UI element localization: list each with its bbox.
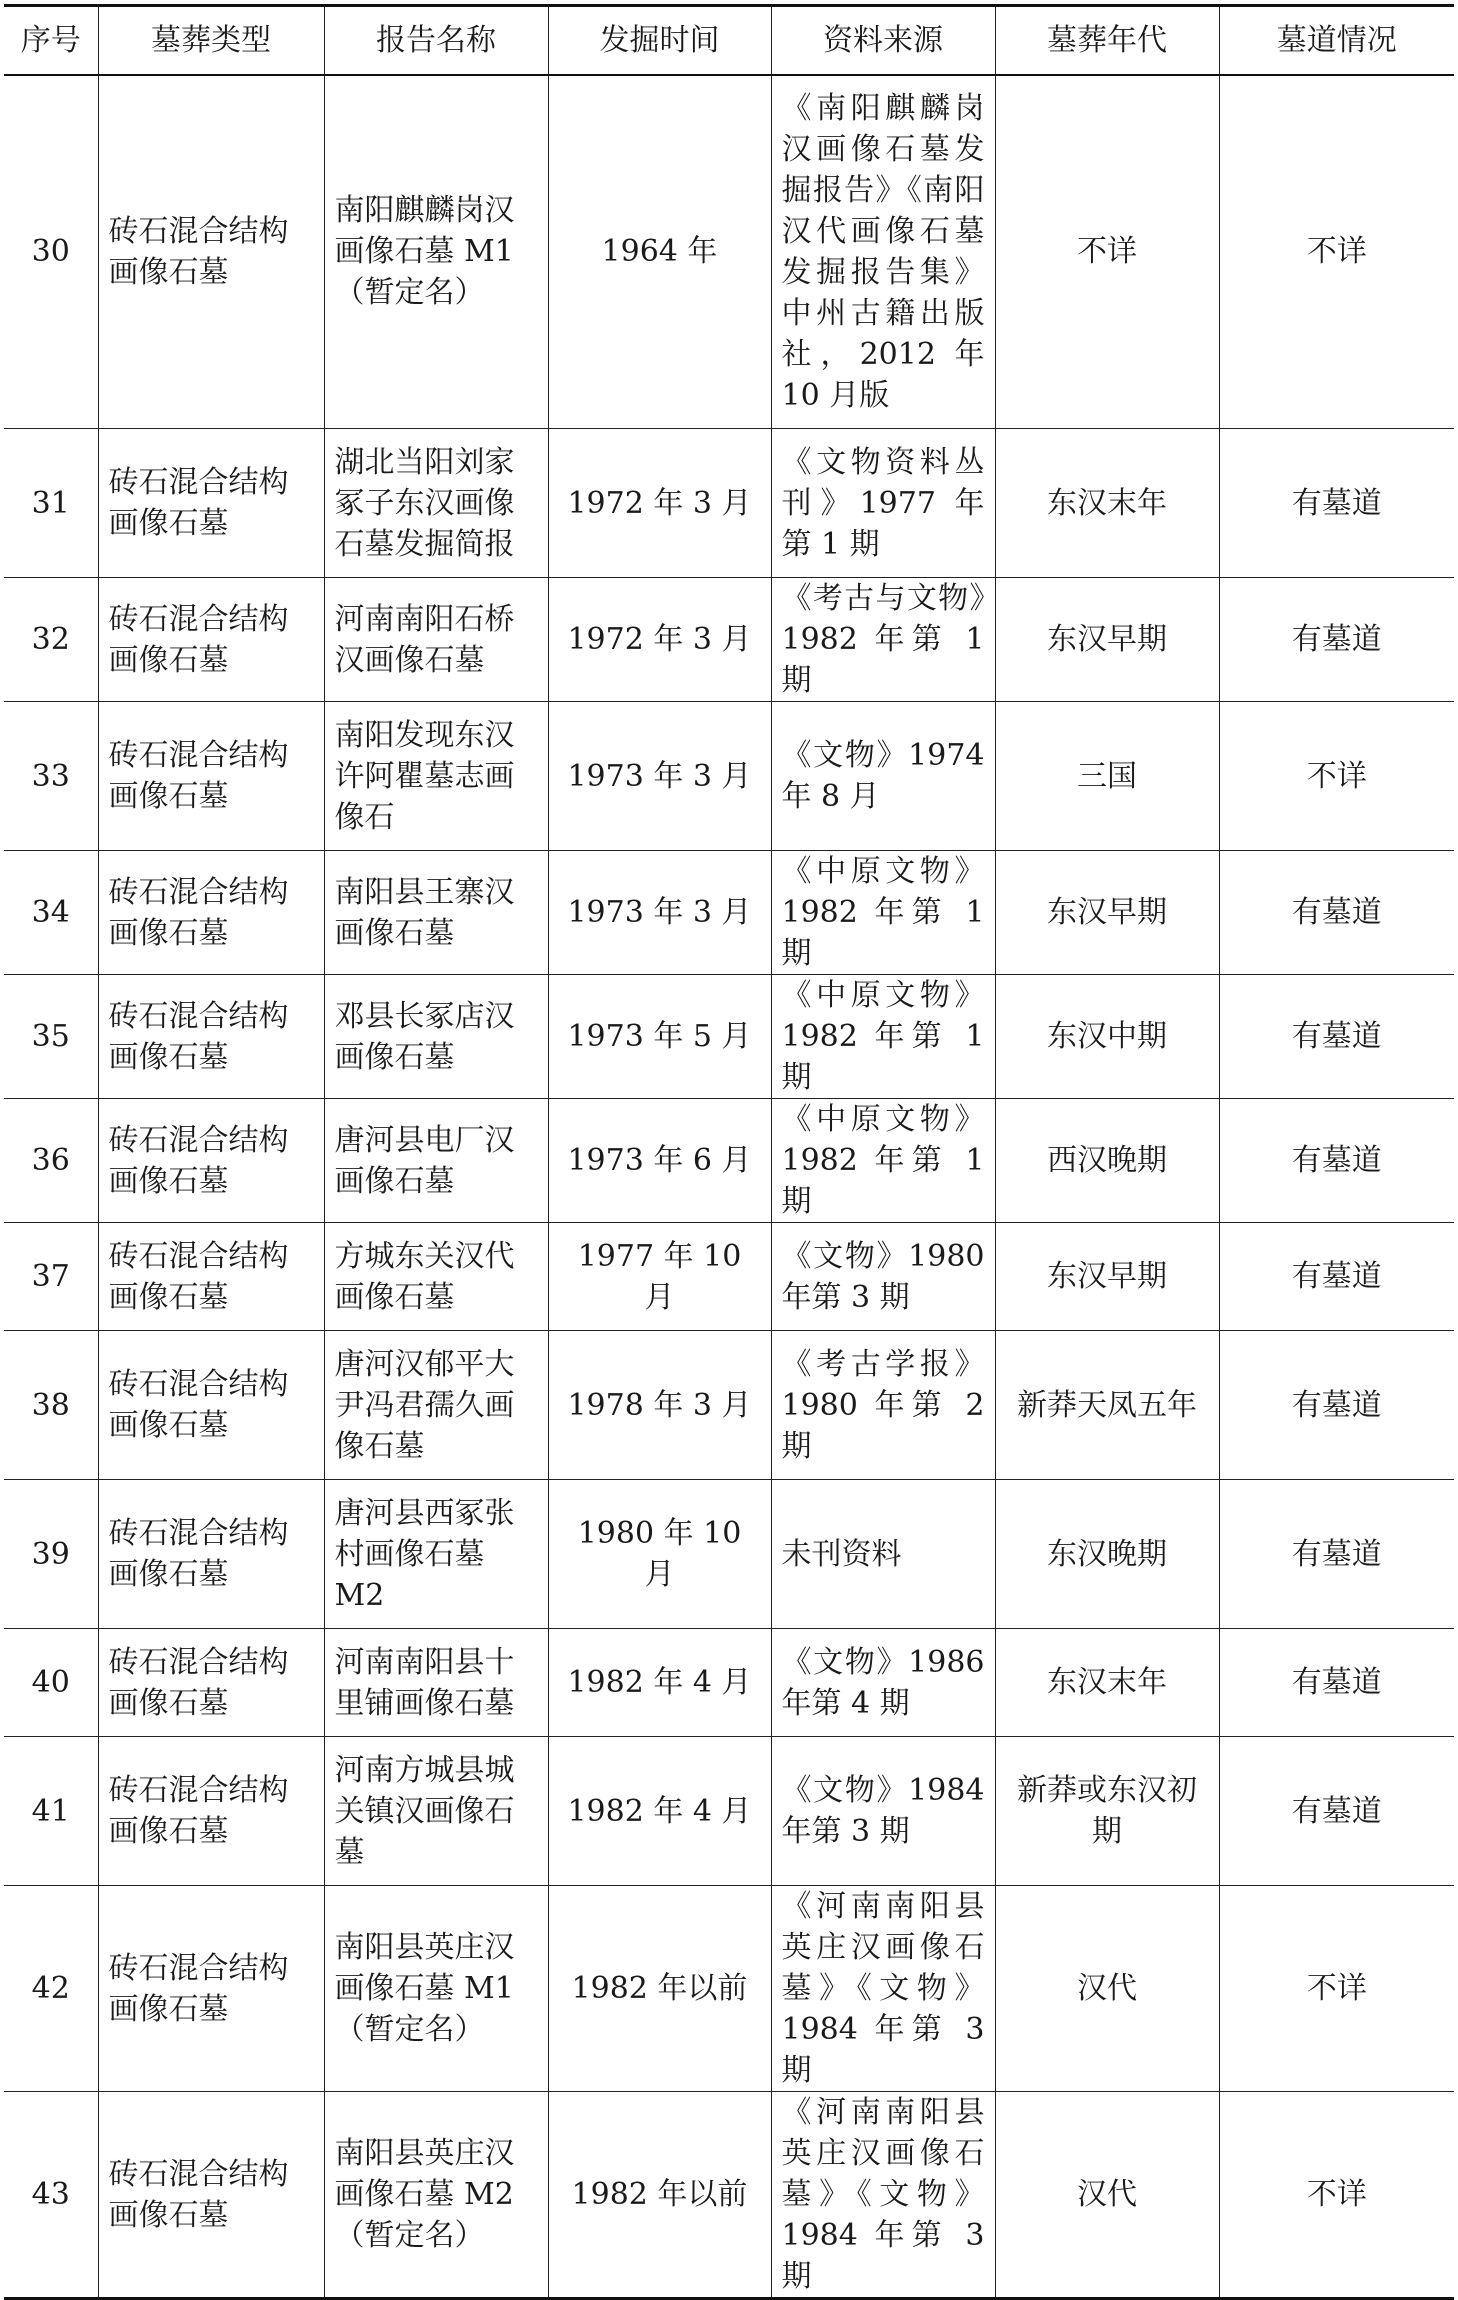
row-passage: 有墓道 [1219,1099,1454,1223]
row-excavation-date: 1973 年 6 月 [548,1099,771,1223]
row-report-name: 唐河县西冢张村画像石墓 M2 [324,1480,548,1629]
row-tomb-era: 新莽或东汉初期 [995,1737,1219,1886]
row-source: 未刊资料 [771,1480,995,1629]
row-report-name: 方城东关汉代画像石墓 [324,1223,548,1331]
row-source: 《文物》1986 年第 4 期 [771,1629,995,1737]
table-row [4,1331,1454,1480]
row-tomb-type: 砖石混合结构画像石墓 [98,75,324,429]
row-tomb-era: 东汉晚期 [995,1480,1219,1629]
row-no: 34 [4,851,98,975]
row-tomb-era: 东汉中期 [995,975,1219,1099]
table-row [4,429,1454,578]
row-no: 37 [4,1223,98,1331]
row-passage: 不详 [1219,2092,1454,2299]
row-tomb-era: 新莽天凤五年 [995,1331,1219,1480]
row-source: 《文物》1984 年第 3 期 [771,1737,995,1886]
row-report-name: 湖北当阳刘家冢子东汉画像石墓发掘简报 [324,429,548,578]
row-report-name: 南阳发现东汉许阿瞿墓志画像石 [324,702,548,851]
row-passage: 有墓道 [1219,1480,1454,1629]
table-row [4,1480,1454,1629]
row-tomb-type: 砖石混合结构画像石墓 [98,1629,324,1737]
row-no: 31 [4,429,98,578]
tomb-data-table [4,4,1454,2300]
row-no: 41 [4,1737,98,1886]
row-report-name: 南阳县英庄汉画像石墓 M2（暂定名） [324,2092,548,2299]
row-tomb-era: 不详 [995,75,1219,429]
row-tomb-type: 砖石混合结构画像石墓 [98,1737,324,1886]
row-no: 43 [4,2092,98,2299]
row-passage: 不详 [1219,75,1454,429]
row-tomb-type: 砖石混合结构画像石墓 [98,702,324,851]
table-header-row [4,6,1454,75]
row-tomb-era: 东汉早期 [995,1223,1219,1331]
row-passage: 有墓道 [1219,851,1454,975]
row-tomb-type: 砖石混合结构画像石墓 [98,429,324,578]
row-source: 《河南南阳县英庄汉画像石墓》《文物》1984 年第 3 期 [771,1886,995,2092]
table-row [4,702,1454,851]
table-row [4,75,1454,429]
header-no: 序号 [4,6,98,75]
table-row [4,1629,1454,1737]
row-tomb-type: 砖石混合结构画像石墓 [98,1480,324,1629]
row-source: 《南阳麒麟岗汉画像石墓发掘报告》《南阳汉代画像石墓发掘报告集》中州古籍出版社，2012 年 10 月版 [771,75,995,429]
row-tomb-era: 汉代 [995,1886,1219,2092]
row-report-name: 唐河汉郁平大尹冯君孺久画像石墓 [324,1331,548,1480]
row-report-name: 南阳县王寨汉画像石墓 [324,851,548,975]
header-source: 资料来源 [771,6,995,75]
row-excavation-date: 1973 年 5 月 [548,975,771,1099]
row-source: 《文物资料丛刊》1977 年第 1 期 [771,429,995,578]
row-tomb-type: 砖石混合结构画像石墓 [98,2092,324,2299]
row-excavation-date: 1973 年 3 月 [548,851,771,975]
row-passage: 有墓道 [1219,975,1454,1099]
row-tomb-type: 砖石混合结构画像石墓 [98,975,324,1099]
row-excavation-date: 1982 年以前 [548,2092,771,2299]
row-tomb-era: 三国 [995,702,1219,851]
row-passage: 有墓道 [1219,429,1454,578]
row-no: 35 [4,975,98,1099]
row-excavation-date: 1982 年 4 月 [548,1629,771,1737]
row-report-name: 南阳县英庄汉画像石墓 M1（暂定名） [324,1886,548,2092]
row-tomb-era: 西汉晚期 [995,1099,1219,1223]
row-passage: 有墓道 [1219,1629,1454,1737]
row-tomb-type: 砖石混合结构画像石墓 [98,578,324,702]
row-excavation-date: 1964 年 [548,75,771,429]
row-source: 《文物》1980 年第 3 期 [771,1223,995,1331]
row-excavation-date: 1980 年 10 月 [548,1480,771,1629]
row-source: 《中原文物》1982 年第 1 期 [771,975,995,1099]
row-excavation-date: 1982 年 4 月 [548,1737,771,1886]
table-row [4,851,1454,975]
row-source: 《文物》1974 年 8 月 [771,702,995,851]
row-tomb-type: 砖石混合结构画像石墓 [98,1886,324,2092]
row-tomb-era: 东汉末年 [995,1629,1219,1737]
row-source: 《中原文物》1982 年第 1 期 [771,1099,995,1223]
row-no: 36 [4,1099,98,1223]
row-source: 《考古与文物》1982 年第 1 期 [771,578,995,702]
row-passage: 有墓道 [1219,578,1454,702]
table-row [4,1737,1454,1886]
table-row [4,1886,1454,2092]
row-report-name: 南阳麒麟岗汉画像石墓 M1（暂定名） [324,75,548,429]
row-no: 40 [4,1629,98,1737]
row-tomb-era: 东汉末年 [995,429,1219,578]
row-passage: 不详 [1219,702,1454,851]
row-excavation-date: 1972 年 3 月 [548,578,771,702]
header-report-name: 报告名称 [324,6,548,75]
row-excavation-date: 1973 年 3 月 [548,702,771,851]
row-source: 《中原文物》1982 年第 1 期 [771,851,995,975]
row-report-name: 河南南阳石桥汉画像石墓 [324,578,548,702]
table-row [4,578,1454,702]
row-tomb-era: 东汉早期 [995,851,1219,975]
row-no: 32 [4,578,98,702]
table-row [4,975,1454,1099]
row-report-name: 河南方城县城关镇汉画像石墓 [324,1737,548,1886]
row-passage: 有墓道 [1219,1223,1454,1331]
row-source: 《河南南阳县英庄汉画像石墓》《文物》1984 年第 3 期 [771,2092,995,2299]
header-excavation-date: 发掘时间 [548,6,771,75]
row-passage: 有墓道 [1219,1331,1454,1480]
row-tomb-type: 砖石混合结构画像石墓 [98,851,324,975]
row-tomb-type: 砖石混合结构画像石墓 [98,1223,324,1331]
row-tomb-type: 砖石混合结构画像石墓 [98,1331,324,1480]
row-excavation-date: 1978 年 3 月 [548,1331,771,1480]
row-tomb-era: 汉代 [995,2092,1219,2299]
row-source: 《考古学报》1980 年第 2 期 [771,1331,995,1480]
row-no: 33 [4,702,98,851]
row-excavation-date: 1982 年以前 [548,1886,771,2092]
row-no: 38 [4,1331,98,1480]
header-tomb-era: 墓葬年代 [995,6,1219,75]
row-no: 42 [4,1886,98,2092]
row-report-name: 唐河县电厂汉画像石墓 [324,1099,548,1223]
row-passage: 不详 [1219,1886,1454,2092]
table-row [4,2092,1454,2299]
row-excavation-date: 1977 年 10 月 [548,1223,771,1331]
row-report-name: 邓县长冢店汉画像石墓 [324,975,548,1099]
row-report-name: 河南南阳县十里铺画像石墓 [324,1629,548,1737]
header-passage: 墓道情况 [1219,6,1454,75]
header-tomb-type: 墓葬类型 [98,6,324,75]
row-excavation-date: 1972 年 3 月 [548,429,771,578]
table-row [4,1099,1454,1223]
row-no: 30 [4,75,98,429]
table-row [4,1223,1454,1331]
row-tomb-type: 砖石混合结构画像石墓 [98,1099,324,1223]
row-tomb-era: 东汉早期 [995,578,1219,702]
row-passage: 有墓道 [1219,1737,1454,1886]
row-no: 39 [4,1480,98,1629]
